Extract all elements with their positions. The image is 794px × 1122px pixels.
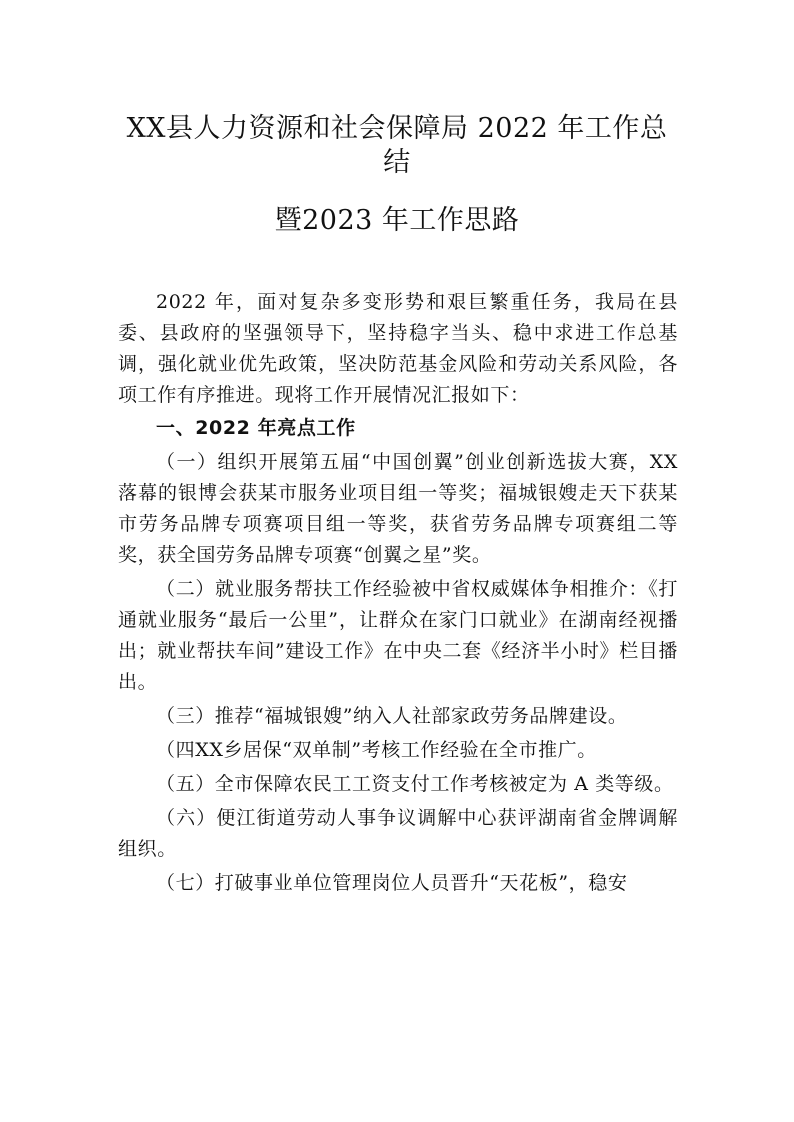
list-item: （二）就业服务帮扶工作经验被中省权威媒体争相推介：《打通就业服务“最后一公里”，让群众在家门口就业》在湖南经视播出；就业帮扶车间”建设工作》在中央二套《经济半小时》栏目播出。 <box>118 578 678 693</box>
list-item: （七）打破事业单位管理岗位人员晋升“天花板”，稳安 <box>156 872 628 894</box>
list-item: （四XX乡居保“双单制”考核工作经验在全市推广。 <box>156 739 597 761</box>
intro-paragraph: 2022 年，面对复杂多变形势和艰巨繁重任务，我局在县委、县政府的坚强领导下，坚持稳字当头、稳中求进工作总基调，强化就业优先政策，坚决防范基金风险和劳动关系风险，各项工作有序推进。现将工作开展情况汇报如下： <box>118 291 678 406</box>
document-title-line-2: 结 <box>383 147 411 178</box>
section-heading-highlights: 一、2022 年亮点工作 <box>156 417 356 439</box>
document-title-line-1: XX县人力资源和社会保障局 2022 年工作总 <box>126 113 668 144</box>
list-item: （六）便江街道劳动人事争议调解中心获评湖南省金牌调解组织。 <box>118 807 678 860</box>
document-body <box>118 287 678 902</box>
list-item: （一）组织开展第五届“中国创翼”创业创新选拔大赛，XX 落幕的银博会获某市服务业项目组一等奖；福城银嫂走天下获某市劳务品牌专项赛项目组一等奖，获省劳务品牌专项赛组二等奖，获全国劳务品牌专项赛“创翼之星”奖。 <box>118 451 678 566</box>
list-item: （五）全市保障农民工工资支付工作考核被定为 A 类等级。 <box>156 773 674 795</box>
list-item: （三）推荐“福城银嫂”纳入人社部家政劳务品牌建设。 <box>156 705 628 727</box>
document-subtitle: 暨2023 年工作思路 <box>274 205 520 236</box>
